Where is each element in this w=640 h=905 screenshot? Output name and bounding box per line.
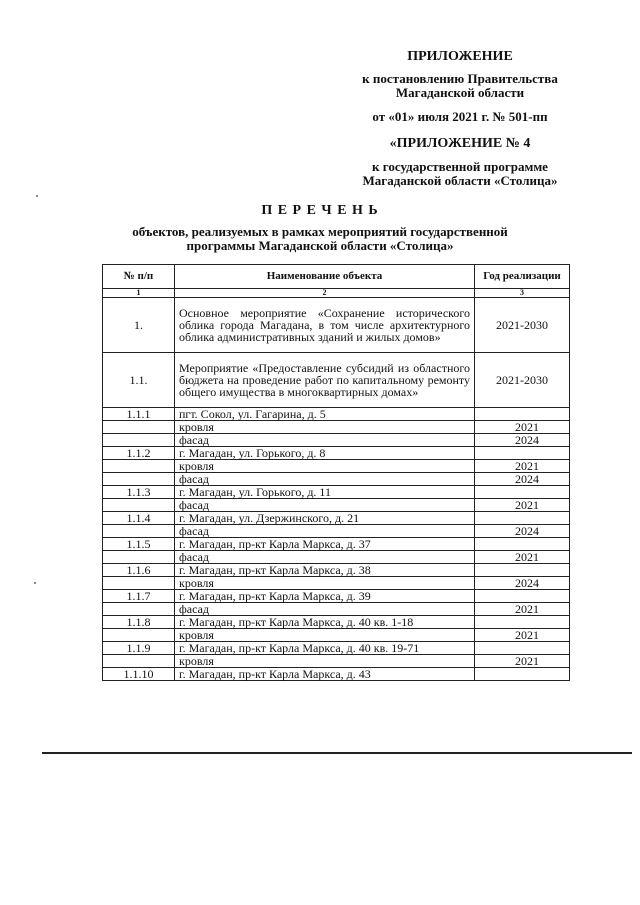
document-subtitle-1: объектов, реализуемых в рамках мероприятий государственной: [132, 224, 508, 239]
row-object-name: кровля: [175, 577, 475, 590]
appendix-label: ПРИЛОЖЕНИЕ: [407, 49, 513, 64]
row-number: [103, 577, 175, 590]
table-row: [103, 616, 570, 629]
document-subtitle-2: программы Магаданской области «Столица»: [186, 238, 454, 253]
row-number: 1.1.: [103, 353, 175, 408]
row-object-name: г. Магадан, ул. Горького, д. 8: [175, 447, 475, 460]
row-object-name: кровля: [175, 629, 475, 642]
scan-speck: [34, 582, 36, 584]
row-year: 2021: [475, 499, 570, 512]
row-object-name: фасад: [175, 603, 475, 616]
row-object-name: кровля: [175, 421, 475, 434]
row-number: 1.1.8: [103, 616, 175, 629]
row-object-name: г. Магадан, пр-кт Карла Маркса, д. 37: [175, 538, 475, 551]
appendix4-label: «ПРИЛОЖЕНИЕ № 4: [389, 136, 531, 151]
row-year: 2021: [475, 421, 570, 434]
column-numbers-row: [103, 289, 570, 298]
row-object-name: Основное мероприятие «Сохранение исторического облика города Магадана, в том числе архитектурного облика административных зданий и жилых домов»: [175, 298, 475, 353]
table-row: [103, 499, 570, 512]
row-object-name: г. Магадан, ул. Дзержинского, д. 21: [175, 512, 475, 525]
row-object-name: фасад: [175, 525, 475, 538]
table-row: [103, 421, 570, 434]
table-row: [103, 298, 570, 353]
row-object-name: г. Магадан, ул. Горького, д. 11: [175, 486, 475, 499]
row-year: [475, 642, 570, 655]
row-number: 1.1.1: [103, 408, 175, 421]
row-number: 1.1.4: [103, 512, 175, 525]
col-number: 3: [475, 289, 570, 298]
row-number: [103, 460, 175, 473]
row-number: 1.1.2: [103, 447, 175, 460]
row-year: 2021: [475, 655, 570, 668]
row-object-name: фасад: [175, 551, 475, 564]
row-year: [475, 447, 570, 460]
row-object-name: г. Магадан, пр-кт Карла Маркса, д. 40 кв. 1-18: [175, 616, 475, 629]
table-row: [103, 473, 570, 486]
resolution-ref-line-1: к постановлению Правительства: [362, 71, 558, 86]
table-row: [103, 353, 570, 408]
row-number: 1.: [103, 298, 175, 353]
row-year: [475, 616, 570, 629]
table-row: [103, 408, 570, 421]
row-year: 2021: [475, 460, 570, 473]
row-number: 1.1.3: [103, 486, 175, 499]
row-number: [103, 421, 175, 434]
col-number: 2: [175, 289, 475, 298]
row-number: 1.1.6: [103, 564, 175, 577]
table-row: [103, 655, 570, 668]
row-number: [103, 603, 175, 616]
table-row: [103, 603, 570, 616]
row-number: [103, 499, 175, 512]
resolution-ref-line-2: Магаданской области: [395, 85, 525, 100]
row-object-name: г. Магадан, пр-кт Карла Маркса, д. 39: [175, 590, 475, 603]
col-header-num: № п/п: [103, 265, 175, 289]
row-number: 1.1.10: [103, 668, 175, 681]
col-header-year: Год реализации: [475, 265, 570, 289]
row-year: [475, 564, 570, 577]
row-number: [103, 434, 175, 447]
row-year: [475, 590, 570, 603]
row-number: [103, 655, 175, 668]
row-number: 1.1.7: [103, 590, 175, 603]
row-year: 2021-2030: [475, 353, 570, 408]
row-year: 2024: [475, 525, 570, 538]
row-number: 1.1.9: [103, 642, 175, 655]
row-number: [103, 525, 175, 538]
row-year: [475, 512, 570, 525]
table-row: [103, 525, 570, 538]
row-object-name: Мероприятие «Предоставление субсидий из областного бюджета на проведение работ по капитальному ремонту общего имущества в многоквартирных домах»: [175, 353, 475, 408]
table-row: [103, 434, 570, 447]
objects-table: [102, 264, 570, 681]
row-number: [103, 473, 175, 486]
row-object-name: кровля: [175, 655, 475, 668]
row-year: 2021: [475, 551, 570, 564]
row-number: [103, 629, 175, 642]
row-year: 2024: [475, 577, 570, 590]
row-object-name: фасад: [175, 499, 475, 512]
row-year: [475, 408, 570, 421]
row-year: 2021: [475, 603, 570, 616]
row-object-name: фасад: [175, 473, 475, 486]
row-number: [103, 551, 175, 564]
row-number: 1.1.5: [103, 538, 175, 551]
table-header-row: [103, 265, 570, 289]
row-object-name: фасад: [175, 434, 475, 447]
table-row: [103, 577, 570, 590]
table-row: [103, 642, 570, 655]
table-row: [103, 590, 570, 603]
table-row: [103, 629, 570, 642]
row-object-name: пгт. Сокол, ул. Гагарина, д. 5: [175, 408, 475, 421]
table-row: [103, 512, 570, 525]
page-divider-line: [42, 752, 632, 754]
table-row: [103, 447, 570, 460]
row-object-name: кровля: [175, 460, 475, 473]
row-object-name: г. Магадан, пр-кт Карла Маркса, д. 38: [175, 564, 475, 577]
row-year: 2024: [475, 434, 570, 447]
row-year: 2021-2030: [475, 298, 570, 353]
row-object-name: г. Магадан, пр-кт Карла Маркса, д. 40 кв. 19-71: [175, 642, 475, 655]
row-object-name: г. Магадан, пр-кт Карла Маркса, д. 43: [175, 668, 475, 681]
scan-speck: [36, 195, 38, 197]
row-year: 2021: [475, 629, 570, 642]
program-ref-line-1: к государственной программе: [372, 159, 548, 174]
row-year: [475, 538, 570, 551]
document-title: П Е Р Е Ч Е Н Ь: [261, 203, 379, 218]
resolution-date: от «01» июля 2021 г. № 501-пп: [372, 109, 548, 124]
table-row: [103, 668, 570, 681]
col-header-name: Наименование объекта: [175, 265, 475, 289]
col-number: 1: [103, 289, 175, 298]
table-row: [103, 460, 570, 473]
table-row: [103, 538, 570, 551]
table-row: [103, 551, 570, 564]
program-ref-line-2: Магаданской области «Столица»: [362, 173, 558, 188]
row-year: [475, 486, 570, 499]
table-row: [103, 486, 570, 499]
table-row: [103, 564, 570, 577]
row-year: 2024: [475, 473, 570, 486]
row-year: [475, 668, 570, 681]
